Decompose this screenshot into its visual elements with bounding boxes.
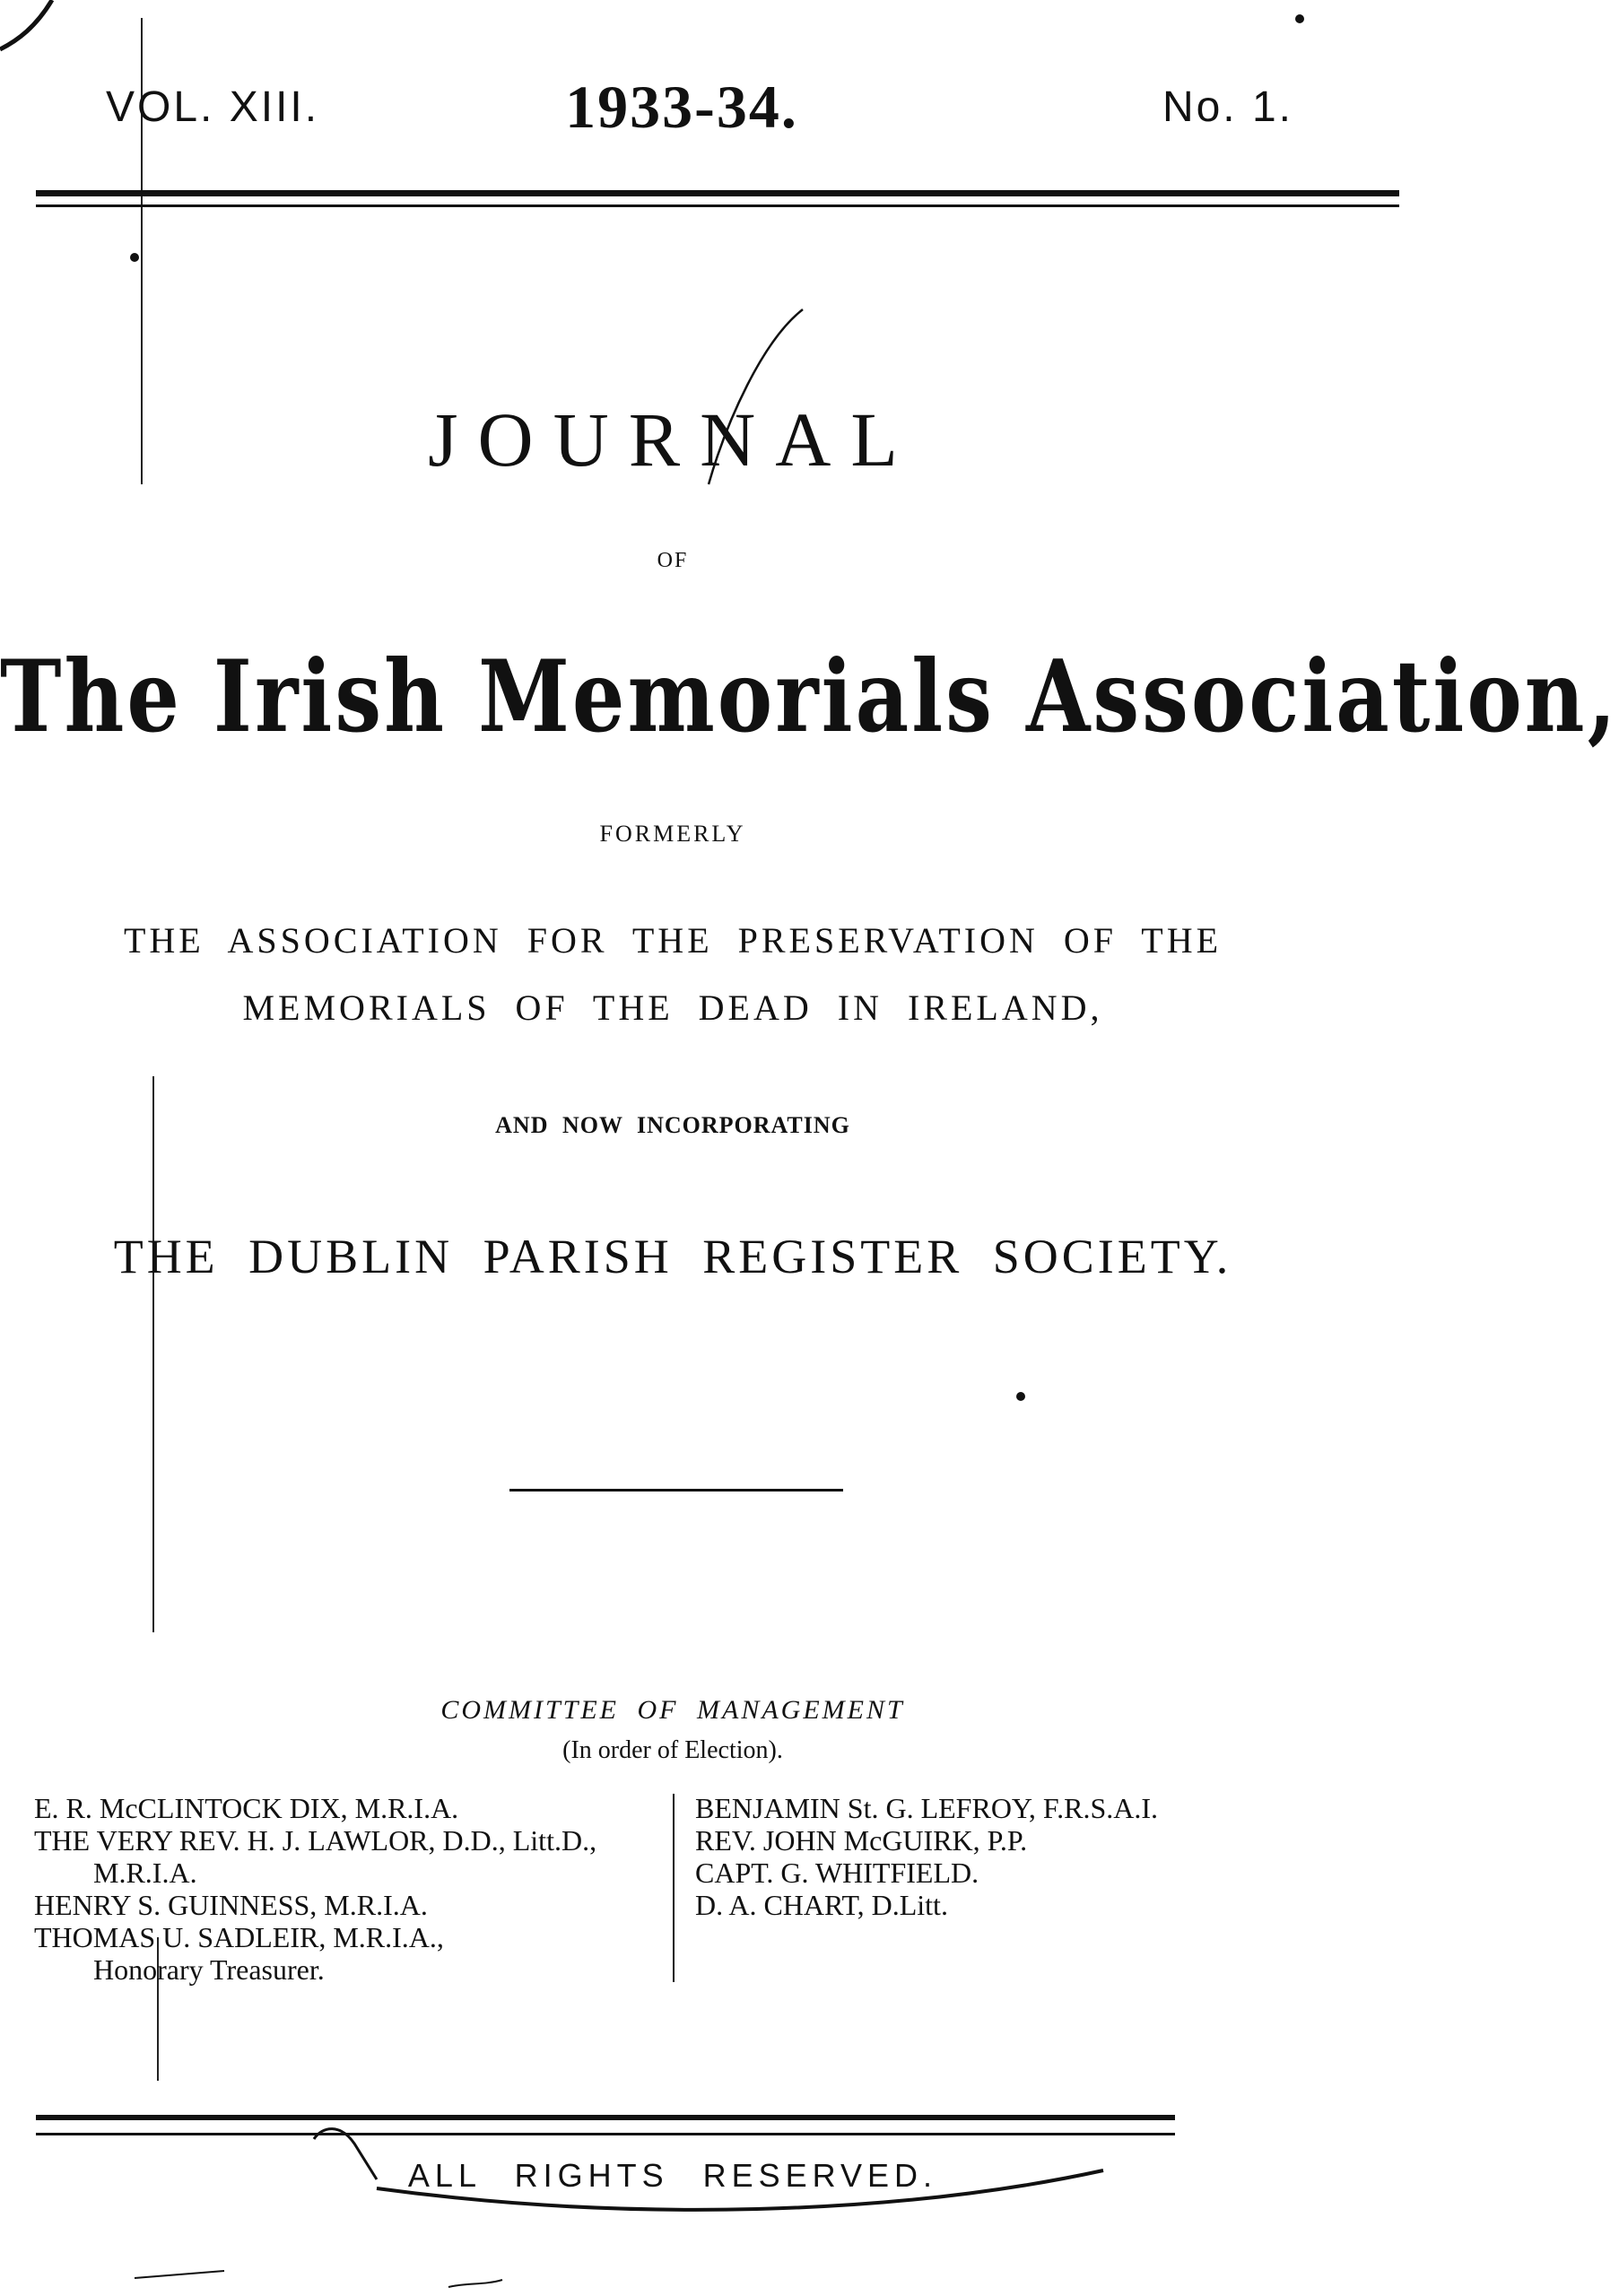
committee-member: HENRY S. GUINNESS, M.R.I.A. bbox=[34, 1889, 428, 1921]
section-divider bbox=[509, 1489, 843, 1492]
volume-label: VOL. XIII. bbox=[106, 83, 320, 131]
former-name-line-1: THE ASSOCIATION FOR THE PRESERVATION OF THE bbox=[123, 920, 1223, 961]
committee-member: BENJAMIN St. G. LEFROY, F.R.S.A.I. bbox=[695, 1792, 1159, 1824]
year-label: 1933-34. bbox=[565, 73, 798, 141]
committee-member-role: Honorary Treasurer. bbox=[93, 1953, 325, 1986]
association-name: The Irish Memorials Association, bbox=[0, 639, 1619, 755]
committee-member: D. A. CHART, D.Litt. bbox=[695, 1889, 948, 1921]
committee-member: THE VERY REV. H. J. LAWLOR, D.D., Litt.D., bbox=[34, 1824, 597, 1857]
incorporated-society-name: THE DUBLIN PARISH REGISTER SOCIETY. bbox=[113, 1230, 1232, 1283]
rights-notice: ALL RIGHTS RESERVED. bbox=[407, 2157, 938, 2194]
footer-rule-thick bbox=[36, 2115, 1175, 2120]
of-label: OF bbox=[657, 549, 689, 572]
committee-member: THOMAS U. SADLEIR, M.R.I.A., bbox=[34, 1921, 444, 1953]
committee-member-continued: M.R.I.A. bbox=[93, 1857, 197, 1889]
committee-member: REV. JOHN McGUIRK, P.P. bbox=[695, 1824, 1028, 1857]
committee-heading: COMMITTEE OF MANAGEMENT bbox=[440, 1695, 905, 1725]
header-rule-thin bbox=[36, 204, 1399, 207]
committee-member: CAPT. G. WHITFIELD. bbox=[695, 1857, 979, 1889]
header-rule-thick bbox=[36, 190, 1399, 196]
committee-subheading: (In order of Election). bbox=[562, 1736, 783, 1764]
journal-title: JOURNAL bbox=[428, 396, 918, 483]
committee-member: E. R. McCLINTOCK DIX, M.R.I.A. bbox=[34, 1792, 459, 1824]
footer-rule-thin bbox=[36, 2133, 1175, 2135]
committee-right-column bbox=[695, 1792, 1158, 1921]
formerly-label: FORMERLY bbox=[599, 821, 746, 847]
former-name-line-2: MEMORIALS OF THE DEAD IN IRELAND, bbox=[242, 987, 1103, 1028]
and-now-label: AND NOW INCORPORATING bbox=[495, 1112, 850, 1138]
column-divider bbox=[673, 1794, 675, 1982]
issue-number: No. 1. bbox=[1162, 83, 1293, 131]
committee-left-column bbox=[34, 1792, 596, 1986]
